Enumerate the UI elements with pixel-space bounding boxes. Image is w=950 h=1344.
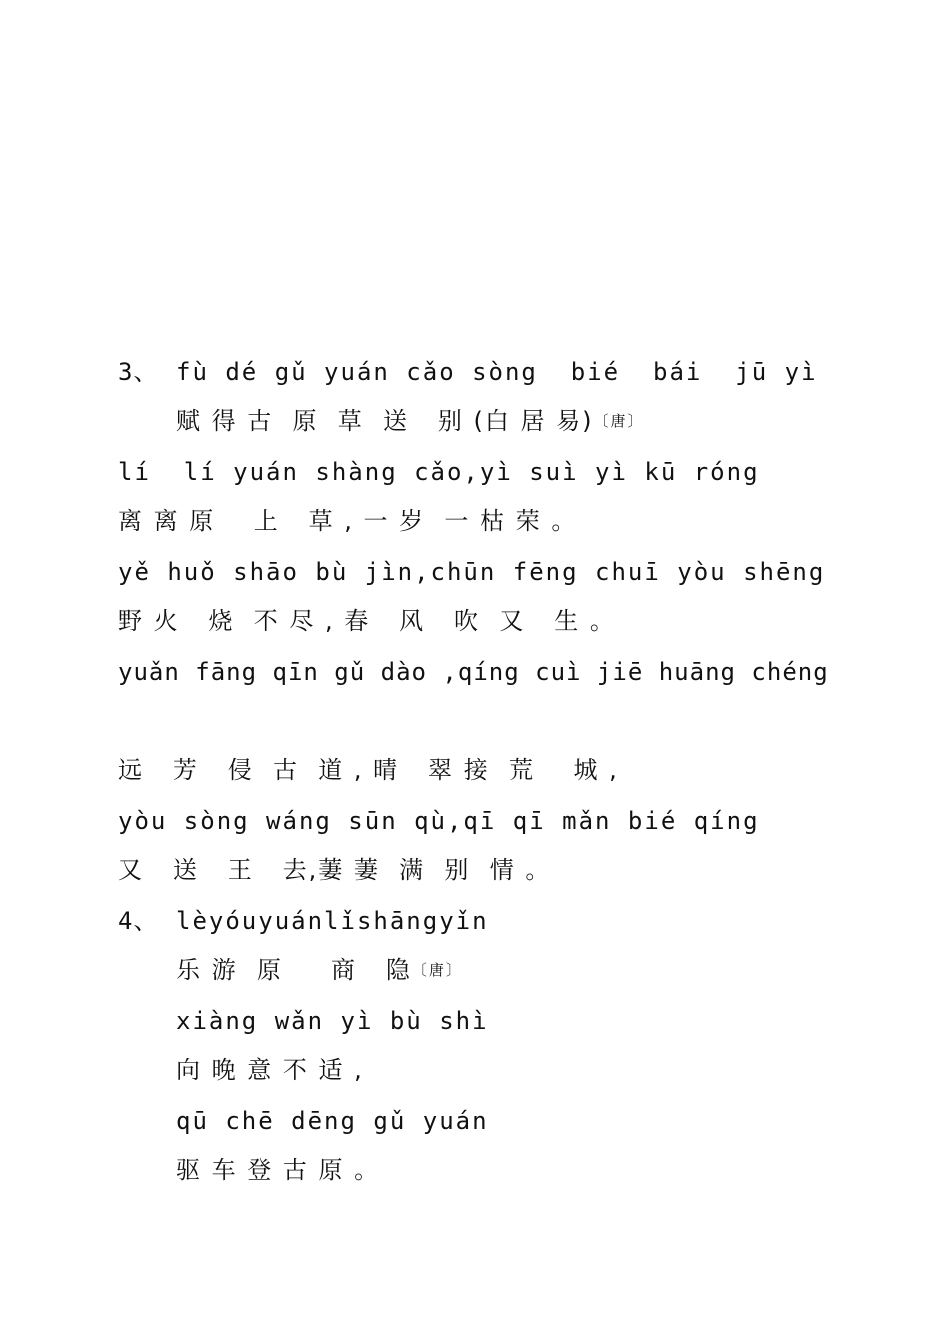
poem3-number: 3、 xyxy=(118,358,159,386)
poem4-title-pinyin: lèyóuyuánlǐshāngyǐn xyxy=(176,907,489,935)
poem3-line1-pinyin: lí lí yuán shàng cǎo,yì suì yì kū róng xyxy=(118,458,760,486)
poem3-title-hanzi: 赋 得 古 原 草 送 别 (白 居 易) xyxy=(176,407,594,435)
poem3-line2-pinyin: yě huǒ shāo bù jìn,chūn fēng chuī yòu shēng xyxy=(118,558,826,586)
poem3-title-line xyxy=(176,406,645,436)
poem3-line3-hanzi: 远 芳 侵 古 道 , 晴 翠 接 荒 城 , xyxy=(118,756,619,784)
poem4-number: 4、 xyxy=(118,907,159,935)
poem4-dynasty: 〔唐〕 xyxy=(411,961,463,979)
poem3-line1-hanzi: 离 离 原 上 草 , 一 岁 一 枯 荣 。 xyxy=(118,507,578,535)
poem4-line2-pinyin: qū chē dēng gǔ yuán xyxy=(176,1107,489,1135)
poem3-title-pinyin: fù dé gǔ yuán cǎo sòng bié bái jū yì xyxy=(176,358,818,386)
poem4-title-hanzi: 乐 游 原 商 隐 xyxy=(176,956,412,984)
poem3-line2-hanzi: 野 火 烧 不 尽 , 春 风 吹 又 生 。 xyxy=(118,607,616,635)
poem4-line1-hanzi: 向 晚 意 不 适 , xyxy=(176,1056,364,1084)
poem4-line1-pinyin: xiàng wǎn yì bù shì xyxy=(176,1007,489,1035)
poem3-line3-pinyin: yuǎn fāng qīn gǔ dào ,qíng cuì jiē huāng chéng xyxy=(118,658,829,686)
poem3-line4-hanzi: 又 送 王 去,萋 萋 满 别 情 。 xyxy=(118,856,552,884)
poem3-line4-pinyin: yòu sòng wáng sūn qù,qī qī mǎn bié qíng xyxy=(118,807,760,835)
poem4-line2-hanzi: 驱 车 登 古 原 。 xyxy=(176,1156,381,1184)
poem4-title-line xyxy=(176,955,463,985)
poem3-dynasty: 〔唐〕 xyxy=(593,412,645,430)
